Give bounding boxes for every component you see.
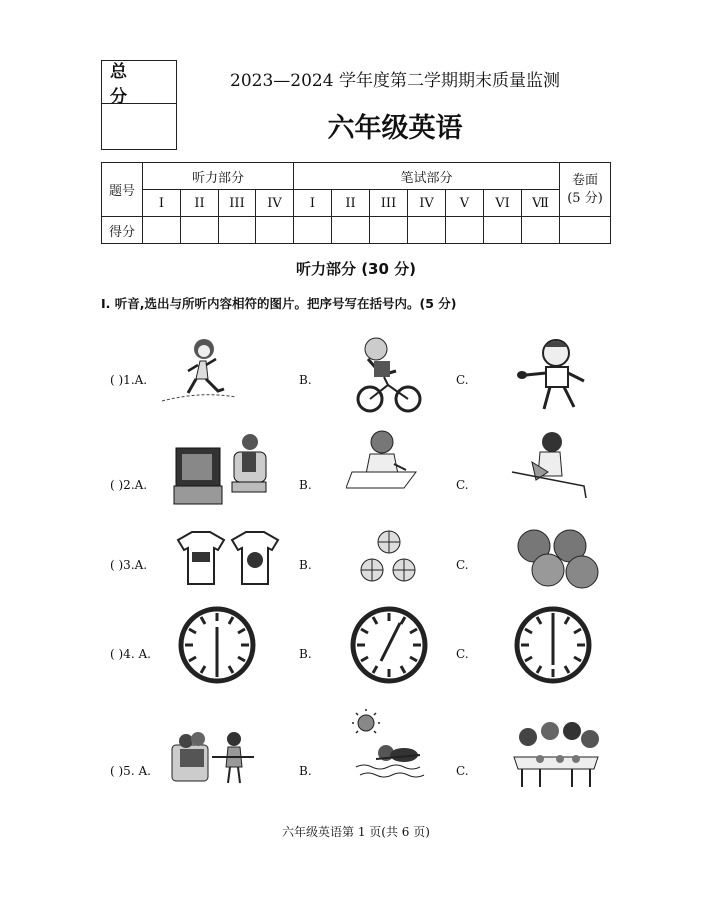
- listening-col-3: III: [219, 190, 256, 217]
- option-b-label: B.: [299, 478, 312, 492]
- question-row: [0, 605, 712, 695]
- score-cell[interactable]: [446, 217, 484, 244]
- listening-col-1: I: [143, 190, 181, 217]
- score-cell[interactable]: [332, 217, 370, 244]
- listening-col-2: II: [181, 190, 219, 217]
- writing-picture: [346, 428, 422, 496]
- option-b-label: B.: [299, 558, 312, 572]
- family-talking-picture: [168, 727, 256, 789]
- option-c-label: C.: [456, 647, 469, 661]
- neatness-points: (5 分): [567, 190, 603, 206]
- exam-title: 2023—2024 学年度第二学期期末质量监测: [230, 71, 560, 91]
- score-cell[interactable]: [294, 217, 332, 244]
- total-score-field: [102, 104, 176, 149]
- score-cell[interactable]: [219, 217, 256, 244]
- writing-col-3: III: [370, 190, 408, 217]
- clock-picture: [178, 605, 256, 689]
- writing-col-2: II: [332, 190, 370, 217]
- neatness-label: 卷面: [571, 172, 598, 188]
- reading-picture: [502, 428, 588, 506]
- question-row: [0, 428, 712, 518]
- clock-picture: [514, 605, 592, 689]
- listening-col-4: IV: [256, 190, 294, 217]
- writing-col-7: Ⅶ: [522, 190, 560, 217]
- listening-part-label: 听力部分: [143, 163, 294, 190]
- item-number-label: 题号: [102, 163, 143, 217]
- neatness-cell: [560, 163, 611, 217]
- writing-part-label: 笔试部分: [294, 163, 560, 190]
- table-tennis-picture: [512, 335, 594, 421]
- picnic-picture: [510, 717, 602, 793]
- swimming-picture: [350, 709, 430, 787]
- option-c-label: C.: [456, 373, 469, 387]
- writing-col-4: IV: [408, 190, 446, 217]
- score-cell[interactable]: [181, 217, 219, 244]
- tshirts-picture: [174, 530, 284, 592]
- question-label: ( )2.A.: [110, 478, 148, 492]
- beach-balls-picture: [358, 528, 420, 590]
- page-footer: 六年级英语第 1 页(共 6 页): [282, 825, 430, 839]
- score-cell[interactable]: [484, 217, 522, 244]
- total-score-label: 总 分: [102, 61, 176, 104]
- section-instruction: I. 听音,选出与所听内容相符的图片。把序号写在括号内。(5 分): [101, 296, 457, 311]
- option-b-label: B.: [299, 764, 312, 778]
- writing-col-5: V: [446, 190, 484, 217]
- writing-col-1: I: [294, 190, 332, 217]
- question-label: ( )3.A.: [110, 558, 148, 572]
- question-label: ( )5. A.: [110, 764, 151, 778]
- score-cell[interactable]: [560, 217, 611, 244]
- option-c-label: C.: [456, 558, 469, 572]
- watching-tv-picture: [172, 428, 272, 510]
- question-row: [0, 705, 712, 795]
- question-row: [0, 335, 712, 425]
- total-score-box: [101, 60, 177, 150]
- option-b-label: B.: [299, 647, 312, 661]
- score-cell[interactable]: [256, 217, 294, 244]
- score-row-label: 得分: [102, 217, 143, 244]
- option-b-label: B.: [299, 373, 312, 387]
- score-cell[interactable]: [522, 217, 560, 244]
- writing-col-6: VI: [484, 190, 522, 217]
- score-cell[interactable]: [143, 217, 181, 244]
- score-table: [101, 162, 611, 244]
- question-row: [0, 524, 712, 614]
- question-label: ( )1.A.: [110, 373, 148, 387]
- score-cell[interactable]: [370, 217, 408, 244]
- cyclist-picture: [354, 335, 424, 419]
- balls-picture: [512, 526, 602, 596]
- clock-picture: [350, 605, 428, 689]
- score-cell[interactable]: [408, 217, 446, 244]
- subject-title: 六年级英语: [327, 113, 463, 144]
- runner-picture: [160, 335, 240, 409]
- section-heading: 听力部分 (30 分): [295, 260, 417, 278]
- option-c-label: C.: [456, 764, 469, 778]
- question-label: ( )4. A.: [110, 647, 151, 661]
- option-c-label: C.: [456, 478, 469, 492]
